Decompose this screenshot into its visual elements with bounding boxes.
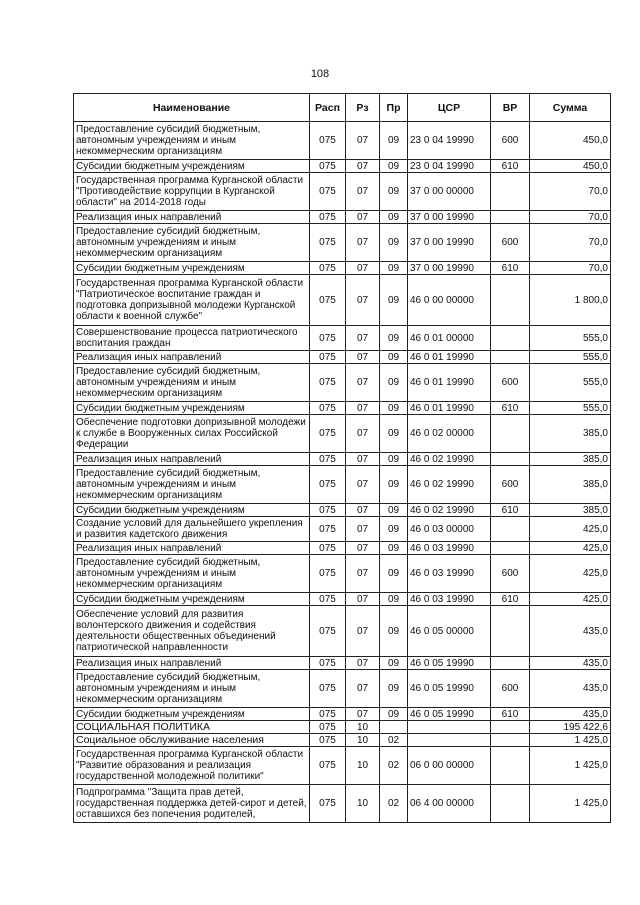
row-name: Государственная программа Курганской области "Патриотическое воспитание граждан и подготовка допризывной молодежи Курганской области к военной службе": [74, 275, 310, 326]
row-pr: 09: [380, 262, 408, 275]
row-rz: 07: [346, 606, 380, 657]
row-rz: 07: [346, 453, 380, 466]
row-sum: 1 425,0: [530, 734, 611, 747]
row-name: Предоставление субсидий бюджетным, автономным учреждениям и иным некоммерческим организациям: [74, 555, 310, 593]
table-row: [74, 606, 611, 657]
row-rasp: 075: [310, 657, 346, 670]
row-csr: 46 0 01 19990: [408, 364, 491, 402]
table-row: [74, 734, 611, 747]
row-rz: 07: [346, 262, 380, 275]
table-row: [74, 122, 611, 160]
row-vr: [491, 351, 530, 364]
header-csr: ЦСР: [408, 94, 491, 122]
row-csr: 37 0 00 00000: [408, 173, 491, 211]
table-row: [74, 275, 611, 326]
row-sum: 195 422,6: [530, 721, 611, 734]
row-pr: 09: [380, 517, 408, 542]
row-csr: 46 0 03 19990: [408, 555, 491, 593]
table-row: [74, 326, 611, 351]
row-pr: 09: [380, 453, 408, 466]
row-name: Обеспечение подготовки допризывной молодежи к службе в Вооруженных силах Российской Федерации: [74, 415, 310, 453]
row-rasp: 075: [310, 504, 346, 517]
table-row: [74, 402, 611, 415]
header-pr: Пр: [380, 94, 408, 122]
row-vr: 600: [491, 224, 530, 262]
row-vr: 610: [491, 262, 530, 275]
row-sum: 555,0: [530, 326, 611, 351]
row-vr: [491, 326, 530, 351]
row-sum: 435,0: [530, 708, 611, 721]
row-rasp: 075: [310, 785, 346, 823]
row-pr: 09: [380, 351, 408, 364]
row-name: Реализация иных направлений: [74, 351, 310, 364]
row-sum: 435,0: [530, 606, 611, 657]
row-name: Государственная программа Курганской области "Развитие образования и реализация государственной молодежной политики": [74, 747, 310, 785]
row-csr: 46 0 01 19990: [408, 351, 491, 364]
row-csr: 46 0 02 00000: [408, 415, 491, 453]
row-vr: 610: [491, 504, 530, 517]
table-row: [74, 262, 611, 275]
row-name: Создание условий для дальнейшего укрепления и развития кадетского движения: [74, 517, 310, 542]
table-row: [74, 351, 611, 364]
table-row: [74, 504, 611, 517]
row-vr: 610: [491, 402, 530, 415]
row-vr: [491, 734, 530, 747]
row-name: Реализация иных направлений: [74, 657, 310, 670]
row-pr: 09: [380, 708, 408, 721]
row-rasp: 075: [310, 555, 346, 593]
row-csr: 46 0 02 19990: [408, 453, 491, 466]
row-sum: 450,0: [530, 160, 611, 173]
row-sum: 70,0: [530, 262, 611, 275]
row-pr: 09: [380, 224, 408, 262]
table-row: [74, 160, 611, 173]
row-rz: 07: [346, 517, 380, 542]
header-rz: Рз: [346, 94, 380, 122]
table-row: [74, 517, 611, 542]
row-sum: 385,0: [530, 415, 611, 453]
row-rz: 10: [346, 734, 380, 747]
row-rz: 07: [346, 224, 380, 262]
row-sum: 425,0: [530, 542, 611, 555]
row-sum: 385,0: [530, 466, 611, 504]
row-csr: 46 0 00 00000: [408, 275, 491, 326]
row-vr: 600: [491, 555, 530, 593]
row-csr: [408, 721, 491, 734]
row-sum: 425,0: [530, 555, 611, 593]
row-rz: 07: [346, 708, 380, 721]
row-rasp: 075: [310, 275, 346, 326]
row-sum: 450,0: [530, 122, 611, 160]
row-rz: 07: [346, 173, 380, 211]
row-pr: 09: [380, 415, 408, 453]
row-vr: 600: [491, 466, 530, 504]
row-name: Предоставление субсидий бюджетным, автономным учреждениям и иным некоммерческим организациям: [74, 670, 310, 708]
row-name: Предоставление субсидий бюджетным, автономным учреждениям и иным некоммерческим организациям: [74, 122, 310, 160]
row-rasp: 075: [310, 708, 346, 721]
row-vr: 600: [491, 364, 530, 402]
row-name: Субсидии бюджетным учреждениям: [74, 160, 310, 173]
row-rasp: 075: [310, 721, 346, 734]
row-rz: 07: [346, 364, 380, 402]
row-sum: 1 425,0: [530, 785, 611, 823]
row-sum: 70,0: [530, 211, 611, 224]
row-csr: [408, 734, 491, 747]
row-csr: 46 0 05 00000: [408, 606, 491, 657]
table-row: [74, 657, 611, 670]
row-vr: [491, 542, 530, 555]
row-rasp: 075: [310, 211, 346, 224]
row-pr: 09: [380, 211, 408, 224]
row-rasp: 075: [310, 326, 346, 351]
table-row: [74, 747, 611, 785]
row-rz: 10: [346, 785, 380, 823]
row-vr: [491, 606, 530, 657]
table-row: [74, 542, 611, 555]
header-vr: ВР: [491, 94, 530, 122]
row-rasp: 075: [310, 734, 346, 747]
row-pr: 09: [380, 173, 408, 211]
row-pr: 02: [380, 734, 408, 747]
table-row: [74, 721, 611, 734]
row-name: Субсидии бюджетным учреждениям: [74, 402, 310, 415]
row-name: Субсидии бюджетным учреждениям: [74, 262, 310, 275]
table-row: [74, 173, 611, 211]
header-name: Наименование: [74, 94, 310, 122]
row-csr: 46 0 02 19990: [408, 504, 491, 517]
row-vr: 610: [491, 708, 530, 721]
row-pr: 09: [380, 160, 408, 173]
row-pr: 09: [380, 555, 408, 593]
row-csr: 46 0 02 19990: [408, 466, 491, 504]
row-name: Социальное обслуживание населения: [74, 734, 310, 747]
table-row: [74, 415, 611, 453]
table-row: [74, 224, 611, 262]
row-rz: 07: [346, 160, 380, 173]
row-rz: 07: [346, 275, 380, 326]
row-sum: 385,0: [530, 504, 611, 517]
row-rasp: 075: [310, 466, 346, 504]
table-row: [74, 670, 611, 708]
row-rz: 10: [346, 721, 380, 734]
row-pr: 09: [380, 657, 408, 670]
row-pr: 09: [380, 606, 408, 657]
row-sum: 555,0: [530, 351, 611, 364]
row-name: Предоставление субсидий бюджетным, автономным учреждениям и иным некоммерческим организациям: [74, 466, 310, 504]
row-sum: 555,0: [530, 364, 611, 402]
row-vr: 600: [491, 122, 530, 160]
row-sum: 70,0: [530, 224, 611, 262]
row-csr: 23 0 04 19990: [408, 160, 491, 173]
table-row: [74, 708, 611, 721]
row-sum: 425,0: [530, 517, 611, 542]
row-rz: 07: [346, 326, 380, 351]
row-pr: 02: [380, 785, 408, 823]
row-csr: 06 4 00 00000: [408, 785, 491, 823]
row-rasp: 075: [310, 224, 346, 262]
row-rasp: 075: [310, 173, 346, 211]
row-vr: [491, 657, 530, 670]
row-rz: 07: [346, 593, 380, 606]
row-rasp: 075: [310, 453, 346, 466]
row-csr: 46 0 05 19990: [408, 657, 491, 670]
row-csr: 46 0 05 19990: [408, 708, 491, 721]
row-rz: 07: [346, 555, 380, 593]
row-name: Субсидии бюджетным учреждениям: [74, 708, 310, 721]
row-csr: 46 0 03 19990: [408, 593, 491, 606]
row-rz: 07: [346, 657, 380, 670]
row-vr: [491, 211, 530, 224]
table-row: [74, 555, 611, 593]
row-pr: 09: [380, 275, 408, 326]
row-vr: [491, 721, 530, 734]
row-name: Реализация иных направлений: [74, 211, 310, 224]
row-name: СОЦИАЛЬНАЯ ПОЛИТИКА: [74, 721, 310, 734]
row-rasp: 075: [310, 670, 346, 708]
row-rasp: 075: [310, 747, 346, 785]
row-sum: 70,0: [530, 173, 611, 211]
row-sum: 435,0: [530, 657, 611, 670]
row-vr: [491, 415, 530, 453]
row-name: Субсидии бюджетным учреждениям: [74, 593, 310, 606]
table-row: [74, 466, 611, 504]
row-rasp: 075: [310, 364, 346, 402]
row-csr: 37 0 00 19990: [408, 224, 491, 262]
row-rz: 07: [346, 542, 380, 555]
row-rasp: 075: [310, 262, 346, 275]
row-pr: 09: [380, 402, 408, 415]
row-rasp: 075: [310, 606, 346, 657]
row-csr: 37 0 00 19990: [408, 211, 491, 224]
row-csr: 46 0 01 19990: [408, 402, 491, 415]
row-pr: 09: [380, 466, 408, 504]
row-name: Совершенствование процесса патриотического воспитания граждан: [74, 326, 310, 351]
row-rz: 07: [346, 402, 380, 415]
row-vr: [491, 517, 530, 542]
row-sum: 385,0: [530, 453, 611, 466]
row-vr: [491, 453, 530, 466]
row-rz: 07: [346, 211, 380, 224]
row-name: Предоставление субсидий бюджетным, автономным учреждениям и иным некоммерческим организациям: [74, 364, 310, 402]
row-vr: [491, 747, 530, 785]
row-name: Обеспечение условий для развития волонтерского движения и содействия деятельности общественных объединений патриотической направленности: [74, 606, 310, 657]
row-sum: 555,0: [530, 402, 611, 415]
row-vr: 600: [491, 670, 530, 708]
header-sum: Сумма: [530, 94, 611, 122]
row-pr: 02: [380, 747, 408, 785]
table-row: [74, 211, 611, 224]
row-csr: 06 0 00 00000: [408, 747, 491, 785]
table-row: [74, 785, 611, 823]
row-rasp: 075: [310, 122, 346, 160]
row-csr: 37 0 00 19990: [408, 262, 491, 275]
row-vr: [491, 173, 530, 211]
row-vr: 610: [491, 160, 530, 173]
row-csr: 46 0 03 19990: [408, 542, 491, 555]
row-rz: 10: [346, 747, 380, 785]
row-pr: [380, 721, 408, 734]
row-sum: 425,0: [530, 593, 611, 606]
table-row: [74, 453, 611, 466]
row-rz: 07: [346, 122, 380, 160]
row-sum: 1 425,0: [530, 747, 611, 785]
row-name: Предоставление субсидий бюджетным, автономным учреждениям и иным некоммерческим организациям: [74, 224, 310, 262]
row-rasp: 075: [310, 415, 346, 453]
row-rasp: 075: [310, 542, 346, 555]
row-vr: [491, 785, 530, 823]
row-rz: 07: [346, 466, 380, 504]
row-name: Государственная программа Курганской области "Противодействие коррупции в Курганской области" на 2014-2018 годы: [74, 173, 310, 211]
row-csr: 46 0 01 00000: [408, 326, 491, 351]
row-name: Реализация иных направлений: [74, 453, 310, 466]
page-number: 108: [310, 68, 330, 80]
row-pr: 09: [380, 122, 408, 160]
row-rasp: 075: [310, 351, 346, 364]
row-rz: 07: [346, 415, 380, 453]
row-vr: [491, 275, 530, 326]
row-pr: 09: [380, 542, 408, 555]
table-header-row: [74, 94, 611, 122]
row-rz: 07: [346, 351, 380, 364]
header-rasp: Расп: [310, 94, 346, 122]
row-rasp: 075: [310, 517, 346, 542]
budget-table: [73, 93, 611, 823]
row-sum: 435,0: [530, 670, 611, 708]
table-row: [74, 364, 611, 402]
row-vr: 610: [491, 593, 530, 606]
row-pr: 09: [380, 326, 408, 351]
row-rz: 07: [346, 504, 380, 517]
row-name: Реализация иных направлений: [74, 542, 310, 555]
row-name: Подпрограмма "Защита прав детей, государственная поддержка детей-сирот и детей, оставшихся без попечения родителей,: [74, 785, 310, 823]
row-csr: 46 0 05 19990: [408, 670, 491, 708]
row-name: Субсидии бюджетным учреждениям: [74, 504, 310, 517]
row-sum: 1 800,0: [530, 275, 611, 326]
row-rasp: 075: [310, 402, 346, 415]
row-csr: 23 0 04 19990: [408, 122, 491, 160]
row-rasp: 075: [310, 593, 346, 606]
row-pr: 09: [380, 593, 408, 606]
row-pr: 09: [380, 504, 408, 517]
row-rz: 07: [346, 670, 380, 708]
row-rasp: 075: [310, 160, 346, 173]
row-pr: 09: [380, 364, 408, 402]
row-pr: 09: [380, 670, 408, 708]
row-csr: 46 0 03 00000: [408, 517, 491, 542]
table-row: [74, 593, 611, 606]
